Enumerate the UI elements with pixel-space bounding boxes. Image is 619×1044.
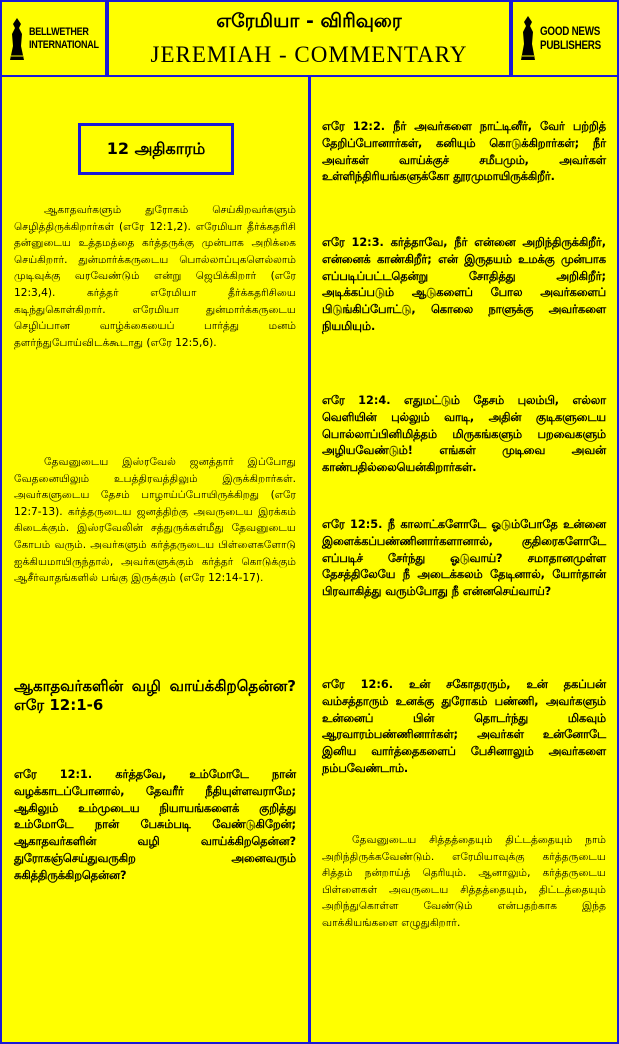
bellwether-logo [8, 16, 114, 62]
right-column [322, 77, 606, 1044]
verse-12-5: எரே 12:5. நீ காலாட்களோடே ஓடும்போதே உன்னை இளைக்கப்பண்ணினார்களானால், குதிரைகளோடே எப்படிச் சேர்ந்து ஓடுவாய்? சமாதானமுள்ள தேசத்திலேயே நீ அடைக்கலம் தேடினால், யோர்தான் பிரவாகித்து வரும்போது நீ என்னசெய்வாய்? [322, 518, 606, 599]
logo-right-line1: GOOD NEWS [540, 24, 601, 38]
ram-icon-right [519, 14, 537, 62]
intro-paragraph-1: ஆகாதவர்களும் துரோகம் செய்கிறவர்களும் செழித்திருக்கிறார்கள் (எரே 12:1,2). எரேமியா தீர்க்கதரிசி தன்னுடைய உத்தமத்தை கர்த்தருக்கு முன்பாக அறிக்கை செய்கிறார். துன்மார்க்கருடைய பொல்லாப்புகளெல்லாம் முடிவுக்கு வரவேண்டும் என்று ஜெபிக்கிறார் (எரே 12:3,4). கர்த்தர் எரேமியா தீர்க்கதரிசியை கடிந்துகொள்கிறார். எரேமியா துன்மார்க்கருடைய செழிப்பான வாழ்க்கையைப் பார்த்து மனம் தளர்ந்துபோய்விடக்கூடாது (எரே 12:5,6). [14, 204, 296, 349]
verse-12-2: எரே 12:2. நீர் அவர்களை நாட்டினீர், வேர் பற்றித் தேறிப்போனார்கள், கனியும் கொடுக்கிறார்கள்; நீர் அவர்கள் வாய்க்குச் சமீபமும், அவர்கள் உள்ளிந்திரியங்களுக்கோ தூரமுமாயிருக்கிறீர். [322, 120, 606, 184]
logo-left-line2: INTERNATIONAL [29, 39, 99, 51]
closing-paragraph: தேவனுடைய சித்தத்தையும் திட்டத்தையும் நாம் அறிந்திருக்கவேண்டும். எரேமியாவுக்கு கர்த்தருடைய சித்தம் நன்றாய்த் தெரியும். ஆனாலும், கர்த்தருடைய பிள்ளைகள் அவருடைய சித்தத்தையும், திட்டத்தையும் அறிந்துகொள்ள வேண்டும் என்பதற்காக இந்த வாக்கியங்களை எழுதுகிறார். [322, 834, 606, 929]
verse-12-1: எரே 12:1. கர்த்தவே, உம்மோடே நான் வழக்காடப்போனால், தேவரீர் நீதியுள்ளவராமே; ஆகிலும் உம்முடைய நியாயங்களைக் குறித்து உம்மோடே நான் பேசும்படி வேண்டுகிறேன்; ஆகாதவர்களின் வழி வாய்க்கிறதென்ன? துரோகஞ்செய்துவருகிற அனைவரும் சுகித்திருக்கிறதென்ன? [14, 768, 296, 882]
chapter-label: 12 அதிகாரம் [106, 138, 206, 158]
page-header [0, 0, 619, 77]
verse-12-4: எரே 12:4. எதுமட்டும் தேசம் புலம்பி, எல்லா வெளியின் புல்லும் வாடி, அதின் குடிகளுடைய பொல்லாப்பினிமித்தம் மிருகங்களும் பறவைகளும் அழியவேண்டும்! எங்கள் முடிவை அவன் காண்பதில்லையென்கிறார்கள். [322, 394, 606, 475]
logo-left-line1: BELLWETHER [29, 26, 89, 38]
bellwether-logo-box [0, 0, 107, 77]
column-divider [308, 77, 311, 1044]
good-news-logo-box [511, 0, 619, 77]
section-heading: ஆகாதவர்களின் வழி வாய்க்கிறதென்ன? எரே 12:1-6 [14, 677, 296, 714]
title-box [107, 0, 511, 77]
intro-paragraph-2: தேவனுடைய இஸ்ரவேல் ஜனத்தார் இப்போது வேதனையிலும் உபத்திரவத்திலும் இருக்கிறார்கள். அவர்களுடைய தேசம் பாழாய்ப்போயிருக்கிறது (எரே 12:7-13). கர்த்தருடைய ஜனத்திற்கு அவருடைய இரக்கம் கிடைக்கும். இஸ்ரவேலின் சத்துருக்கள்மீது தேவனுடைய கோபம் வரும். அவர்களும் கர்த்தருடைய பிள்ளைகளோடு ஐக்கியமாயிருந்தால், அவர்களுக்கும் கர்த்தர் கொடுக்கும் ஆசீர்வாதங்களில் பங்கு இருக்கும் (எரே 12:14-17). [14, 456, 296, 585]
title-english: JEREMIAH - COMMENTARY [150, 42, 468, 67]
title-tamil: எரேமியா - விரிவுரை [216, 10, 402, 32]
good-news-logo [519, 14, 614, 62]
left-column [14, 77, 296, 1044]
ram-icon [8, 16, 26, 62]
verse-12-3: எரே 12:3. கர்த்தாவே, நீர் என்னை அறிந்திருக்கிறீர், என்னைக் காண்கிறீர்; என் இருதயம் உமக்கு முன்பாக எப்படிப்பட்டதென்று சோதித்து அறிகிறீர்; அடிக்கப்படும் ஆடுகளைப் போல அவர்களைப் பிடுங்கிப்போட்டு, கொலை நாளுக்கு அவர்களை நியமியும். [322, 236, 606, 333]
chapter-box [78, 123, 234, 175]
logo-right-line2: PUBLISHERS [540, 38, 601, 52]
verse-12-6: எரே 12:6. உன் சகோதரரும், உன் தகப்பன் வம்சத்தாரும் உனக்கு துரோகம் பண்ணி, அவர்களும் உன்னைப் பின் தொடர்ந்து மிகவும் ஆரவாரம்பண்ணினார்கள்; அவர்கள் உன்னோடே இனிய வார்த்தைகளைப் பேசினாலும் அவர்களை நம்பவேண்டாம். [322, 678, 606, 775]
